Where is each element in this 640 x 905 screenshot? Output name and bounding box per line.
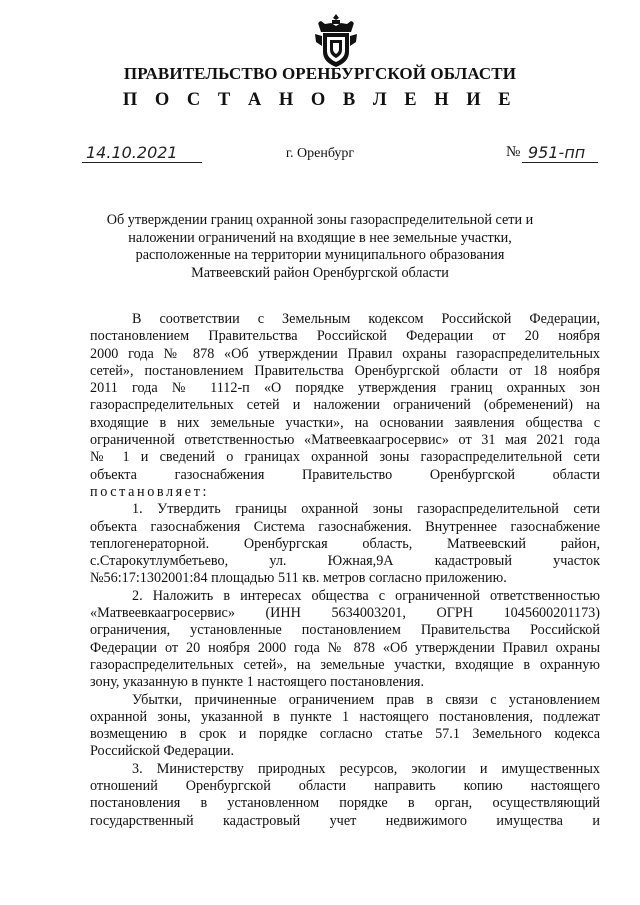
body-line: В соответствии с Земельным кодексом Российской Федерации, [132,311,600,327]
body-line: 2011 года № 1112-п «О порядке утверждения границ охранных зон [90,380,600,397]
title-line: Об утверждении границ охранной зоны газораспределительной сети и [106,212,534,228]
document-type: П О С Т А Н О В Л Е Н И Е [122,90,518,110]
document-body [90,311,600,830]
title-line: Матвеевский район Оренбургской области [191,264,449,281]
document-title [100,212,540,282]
number-sign: № [506,144,521,160]
title-line: наложении ограничений на входящие в нее земельные участки, [128,229,512,246]
body-line: 1. Утвердить границы охранной зоны газораспределительной сети [132,501,600,518]
number-underline [522,162,598,163]
body-line: ограничения, установленные постановлением Правительства Российской [90,622,600,639]
body-line: газораспределительных сетей», на земельные участки, входящие в охранную [90,656,600,673]
body-line: государственный кадастровый учет недвижимого имущества и [90,812,600,829]
body-line: теплогенераторной. Оренбургская область, Матвеевский район, [90,535,600,552]
body-line: объекта газоснабжения Система газоснабжения. Внутреннее газоснабжение [90,518,600,535]
body-line-resolves: постановляет: [90,483,210,500]
document-city: г. Оренбург [285,146,355,161]
body-line: №56:17:1302001:84 площадью 511 кв. метров согласно приложению. [90,570,507,587]
body-line: 3. Министерству природных ресурсов, экологии и имущественных [132,760,600,777]
document-number: 951-пп [528,143,586,162]
body-line: постановлением Правительства Российской Федерации от 20 ноября [90,328,600,345]
body-line: постановления в установленном порядке в орган, осуществляющий [90,795,600,812]
body-line: Федерации от 20 ноября 2000 года № 878 «Об утверждении Правил охраны [90,639,600,656]
body-line: объекта газоснабжения Правительство Оренбургской области [90,466,600,483]
body-line: возмещению в срок и порядке согласно статье 57.1 Земельного кодекса [90,726,600,743]
body-line: отношений Оренбургской области направить копию настоящего [90,778,600,795]
body-line: № 1 и сведений о границах охранной зоны газораспределительной сети [90,449,600,466]
body-line: газораспределительных сетей и наложении ограничений (обременений) на [90,397,600,414]
body-line: зону, указанную в пункте 1 настоящего постановления. [90,674,424,691]
title-line: расположенные на территории муниципального образования [135,247,505,263]
coat-of-arms-emblem [313,12,359,70]
organization-name: ПРАВИТЕЛЬСТВО ОРЕНБУРГСКОЙ ОБЛАСТИ [123,64,517,83]
body-line: «Матвеевкаагросервис» (ИНН 5634003201, ОГРН 1045600201173) [90,605,600,622]
body-line: Убытки, причиненные ограничением прав в связи с установлением [132,691,600,708]
document-date: 14.10.2021 [86,143,178,162]
body-line: с.Старокутлумбетьево, ул. Южная,9А кадастровый участок [90,553,600,570]
date-underline [82,162,202,163]
body-line: ограниченной ответственностью «Матвеевкаагросервис» от 31 мая 2021 года [90,432,600,449]
body-line: Российской Федерации. [90,743,235,760]
body-line: охранной зоны, указанной в пункте 1 настоящего постановления, подлежат [90,708,600,725]
body-line: сетей», постановлением Правительства Оренбургской области от 18 ноября [90,362,600,379]
body-line: 2000 года № 878 «Об утверждении Правил охраны газораспределительных [90,345,600,362]
body-line: входящие в них земельные участки», на основании заявления общества с [90,414,600,431]
body-line: 2. Наложить в интересах общества с ограниченной ответственностью [132,587,600,604]
